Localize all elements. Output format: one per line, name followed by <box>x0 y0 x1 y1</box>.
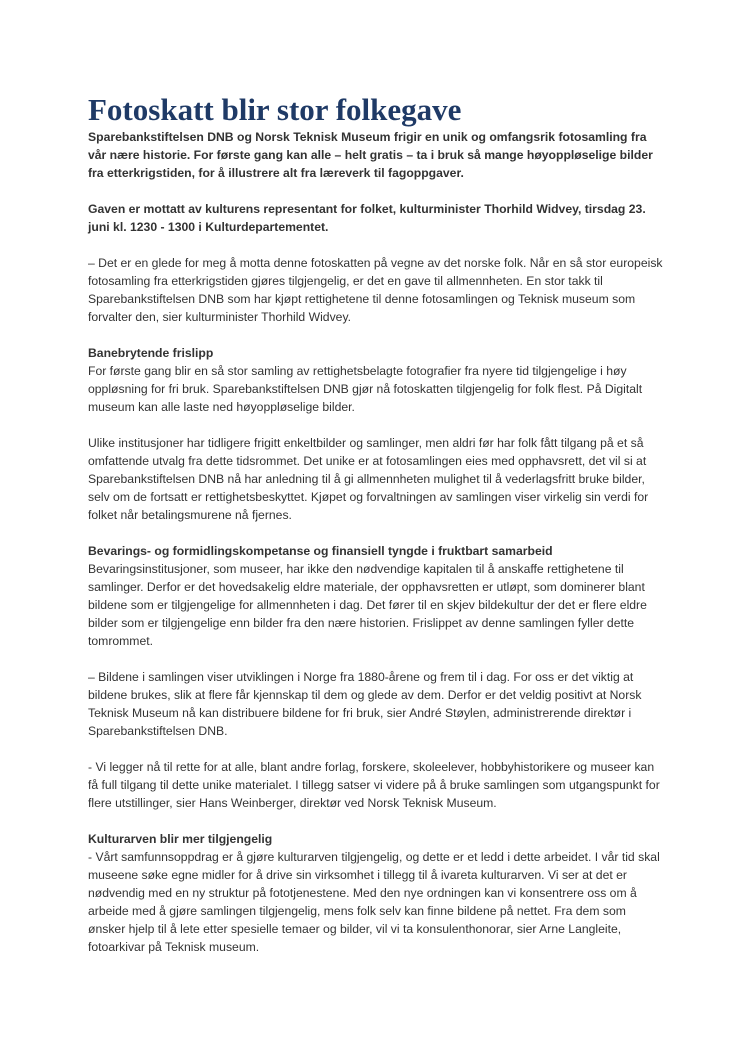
spacer <box>88 650 666 668</box>
document-page <box>88 92 666 956</box>
spacer <box>88 524 666 542</box>
lead-paragraph: Sparebankstiftelsen DNB og Norsk Teknisk Museum frigir en unik og omfangsrik fotosamling fra vår nære historie. For første gang kan alle – helt gratis – ta i bruk så mange høyoppløselige bilder fra etterkrigstiden, for å illustrere alt fra læreverk til fagoppgaver. <box>88 130 653 180</box>
spacer <box>88 416 666 434</box>
document-title: Fotoskatt blir stor folkegave <box>88 92 462 127</box>
section-heading-kulturarven: Kulturarven blir mer tilgjengelig <box>88 832 273 846</box>
body-paragraph: Bevaringsinstitusjoner, som museer, har ikke den nødvendige kapitalen til å anskaffe rettighetene til samlinger. Derfor er det hovedsakelig eldre materiale, der opphavsretten er utløpt, som dominerer blant bildene som er tilgjengelige for allmennheten i dag. Det fører til en skjev bildekultur der det er flere eldre bilder som er tilgjengelige enn bilder fra den nære historien. Frislippet av denne samlingen fyller dette tomrommet. <box>88 562 647 648</box>
quote-paragraph-weinberger: - Vi legger nå til rette for at alle, blant andre forlag, forskere, skoleelever, hobbyhistorikere og museer kan få full tilgang til dette unike materialet. I tillegg satser vi videre på å bruke samlingen som utgangspunkt for flere utstillinger, sier Hans Weinberger, direktør ved Norsk Teknisk Museum. <box>88 760 660 810</box>
spacer <box>88 236 666 254</box>
spacer <box>88 326 666 344</box>
body-paragraph: Ulike institusjoner har tidligere frigitt enkeltbilder og samlinger, men aldri før har folk fått tilgang på et så omfattende utvalg fra dette tidsrommet. Det unike er at fotosamlingen eies med opphavsrett, det vil si at Sparebankstiftelsen DNB nå har anledning til å gi allmennheten mulighet til å vederlagsfritt bruke bilder, selv om de fortsatt er rettighetsbeskyttet. Kjøpet og forvaltningen av samlingen viser virkelig sin verdi for folket når betalingsmurene nå fjernes. <box>88 436 649 522</box>
body-paragraph: For første gang blir en så stor samling av rettighetsbelagte fotografier fra nyere tid tilgjengelige i høy oppløsning for fri bruk. Sparebankstiftelsen DNB gjør nå fotoskatten tilgjengelig for folk flest. På Digitalt museum kan alle laste ned høyoppløselige bilder. <box>88 364 643 414</box>
section-heading-samarbeid: Bevarings- og formidlingskompetanse og finansiell tyngde i fruktbart samarbeid <box>88 544 553 558</box>
spacer <box>88 740 666 758</box>
quote-paragraph-minister: – Det er en glede for meg å motta denne fotoskatten på vegne av det norske folk. Når en så stor europeisk fotosamling fra etterkrigstiden gjøres tilgjengelig, er det en gave til allmennheten. En stor takk til Sparebankstiftelsen DNB som har kjøpt rettighetene til denne fotosamlingen og Teknisk museum som forvalter den, sier kulturminister Thorhild Widvey. <box>88 256 663 324</box>
section-heading-frislipp: Banebrytende frislipp <box>88 346 214 360</box>
quote-paragraph-stoylen: – Bildene i samlingen viser utviklingen i Norge fra 1880-årene og frem til i dag. For oss er det viktig at bildene brukes, slik at flere får kjennskap til dem og glede av dem. Derfor er det veldig positivt at Norsk Teknisk Museum nå kan distribuere bildene for fri bruk, sier André Støylen, administrerende direktør i Sparebankstiftelsen DNB. <box>88 670 642 738</box>
event-paragraph: Gaven er mottatt av kulturens representant for folket, kulturminister Thorhild Widvey, tirsdag 23. juni kl. 1230 - 1300 i Kulturdepartementet. <box>88 202 646 234</box>
quote-paragraph-langleite: - Vårt samfunnsoppdrag er å gjøre kulturarven tilgjengelig, og dette er et ledd i dette arbeidet. I vår tid skal museene søke egne midler for å drive sin virksomhet i tillegg til å ivareta kulturarven. Vi ser at det er nødvendig med en ny struktur på fototjenestene. Med den nye ordningen kan vi konsentrere oss om å arbeide med å gjøre samlingen tilgjengelig, mens folk selv kan finne bildene på nettet. Fra dem som ønsker hjelp til å lete etter spesielle temaer og bilder, vil vi ta konsulenthonorar, sier Arne Langleite, fotoarkivar på Teknisk museum. <box>88 850 660 954</box>
spacer <box>88 812 666 830</box>
spacer <box>88 182 666 200</box>
